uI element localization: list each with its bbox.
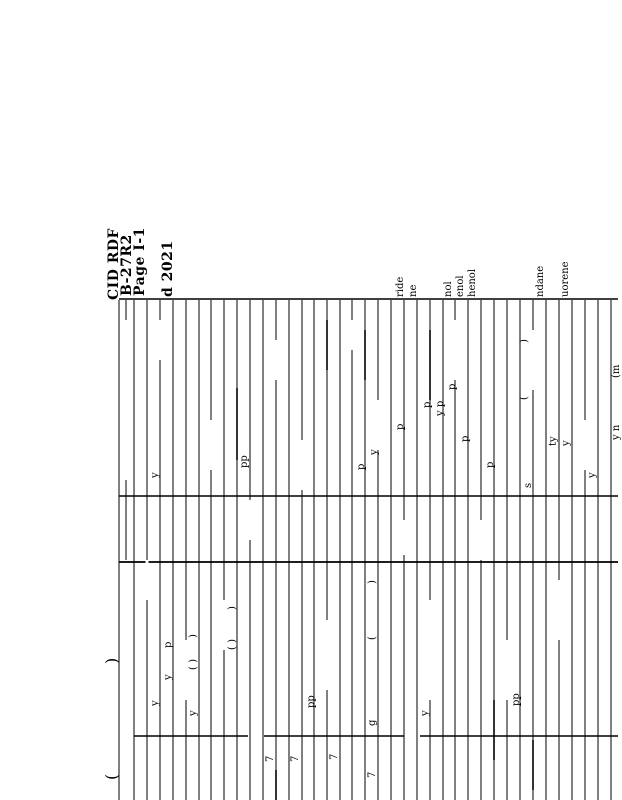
compound-fragment: nol — [443, 281, 454, 297]
header-line-1: CID RDF — [106, 228, 122, 300]
cell-mark: p — [447, 383, 458, 390]
cell-mark: y — [420, 710, 431, 716]
compound-fragment: uorene — [560, 261, 571, 297]
compound-fragment: ne — [408, 284, 419, 297]
cell-mark: ( ) — [227, 639, 238, 650]
cell-mark: p — [163, 641, 174, 648]
cell-mark: (m — [611, 364, 622, 378]
cell-mark: s — [523, 482, 534, 488]
cell-mark: y — [150, 472, 161, 478]
header-line-3: Page I-1 — [132, 227, 148, 296]
cell-mark: 7 — [290, 755, 301, 762]
cell-mark: ) — [188, 634, 199, 638]
header-line-2: B-27R2 — [119, 234, 135, 296]
cell-mark: y n — [611, 424, 622, 440]
header-line-4: d 2021 — [160, 240, 176, 297]
cell-mark: 7 — [367, 771, 378, 778]
left-margin-paren: ) — [102, 657, 121, 664]
cell-mark: p — [356, 463, 367, 470]
cell-mark: 7 — [329, 753, 340, 760]
cell-mark: ( — [367, 636, 378, 640]
cell-mark: y — [561, 440, 572, 446]
cell-mark: pp — [306, 695, 317, 708]
compound-fragment: henol — [467, 268, 478, 297]
left-margin-paren: ( — [102, 773, 121, 780]
cell-mark: ( ) — [188, 659, 199, 670]
cell-mark: ( — [519, 396, 530, 400]
cell-mark: ) — [227, 606, 238, 610]
cell-mark: 7 — [265, 755, 276, 762]
cell-mark: y — [163, 674, 174, 680]
cell-mark: ) — [367, 580, 378, 584]
cell-mark: pp — [511, 693, 522, 706]
cell-mark: y p — [435, 400, 446, 416]
cell-mark: pp — [239, 455, 250, 468]
compound-fragment: ndane — [535, 265, 546, 297]
cell-mark: g — [367, 719, 378, 726]
cell-mark: y — [188, 710, 199, 716]
cell-mark: y — [150, 700, 161, 706]
cell-mark: p — [422, 401, 433, 408]
cell-mark: p — [395, 423, 406, 430]
cell-mark: ) — [519, 339, 530, 343]
compound-fragment: enol — [455, 275, 466, 297]
cell-mark: y — [369, 449, 380, 455]
cell-mark: ty — [548, 436, 559, 446]
cell-mark: p — [485, 461, 496, 468]
cell-mark: y — [587, 472, 598, 478]
compound-fragment: ride — [395, 276, 406, 297]
cell-mark: p — [460, 435, 471, 442]
